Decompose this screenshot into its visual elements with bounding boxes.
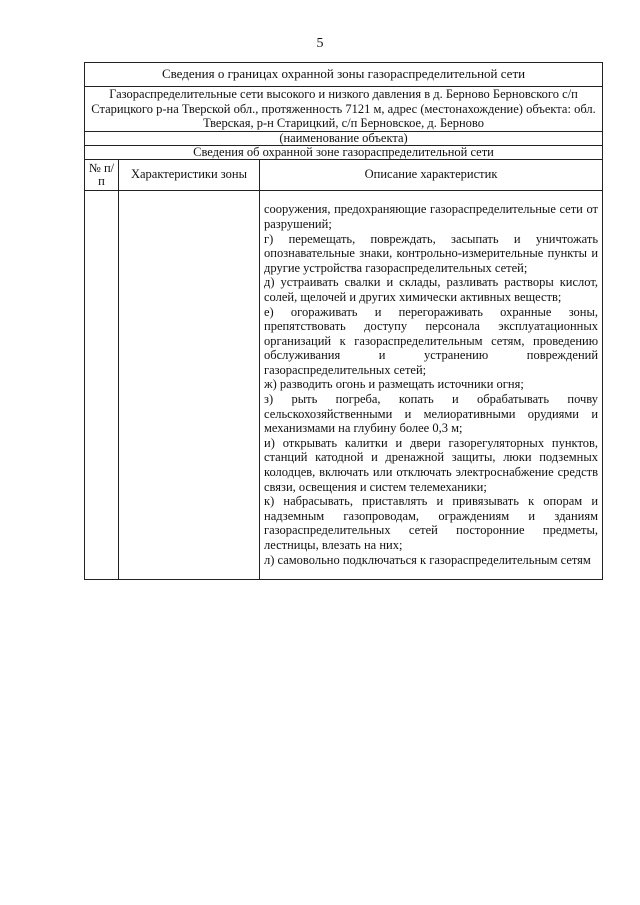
description-paragraph: е) огораживать и перегораживать охранные зоны, препятствовать доступу персонала эксплуатационных организаций к газораспределительным сетям, проведению обслуживания и устранению повреждений газораспределительных сетей; <box>264 304 599 377</box>
description-paragraph: д) устраивать свалки и склады, разливать растворы кислот, солей, щелочей и других химически активных веществ; <box>264 275 599 304</box>
description-paragraph: з) рыть погреба, копать и обрабатывать почву сельскохозяйственными и мелиоративными орудиями и механизмами на глубину более 0,3 м; <box>264 392 599 436</box>
description-paragraph: л) самовольно подключаться к газораспределительным сетям <box>264 552 591 567</box>
zone-info-title: Сведения об охранной зоне газораспределительной сети <box>85 145 603 159</box>
description-paragraph: и) открывать калитки и двери газорегуляторных пунктов, станций катодной и дренажной защиты, люки подземных колодцев, включать или отключать электроснабжение средств связи, освещения и систем телемеханики; <box>264 435 599 494</box>
column-header-description: Описание характеристик <box>260 159 603 190</box>
description-paragraph: к) набрасывать, приставлять и привязывать к опорам и надземным газопроводам, ограждениям и зданиям газораспределительных сетей посторонние предметы, лестницы, влезать на них; <box>264 494 599 553</box>
row-characteristics-cell <box>119 190 260 579</box>
description-paragraph: г) перемещать, повреждать, засыпать и уничтожать опознавательные знаки, контрольно-измерительные пункты и другие устройства газораспределительных сетей; <box>264 231 599 275</box>
column-header-num: № п/п <box>85 159 119 190</box>
description-paragraph: сооружения, предохраняющие газораспределительные сети от разрушений; <box>264 202 599 231</box>
page-number: 5 <box>316 36 324 51</box>
protection-zone-table <box>84 62 603 580</box>
table-row <box>85 190 603 579</box>
column-header-characteristics: Характеристики зоны <box>119 159 260 190</box>
description-paragraph: ж) разводить огонь и размещать источники огня; <box>264 377 524 392</box>
row-num-cell <box>85 190 119 579</box>
object-caption: (наименование объекта) <box>85 131 603 145</box>
row-description-cell <box>260 190 603 579</box>
table-title: Сведения о границах охранной зоны газораспределительной сети <box>85 63 603 87</box>
object-name: Газораспределительные сети высокого и низкого давления в д. Берново Берновского с/п Старицкого р-на Тверской обл., протяженность 7121 м, адрес (местонахождение) объекта: обл. Тверская, р-н Старицкий, с/п Берновское, д. Берново <box>85 87 603 132</box>
